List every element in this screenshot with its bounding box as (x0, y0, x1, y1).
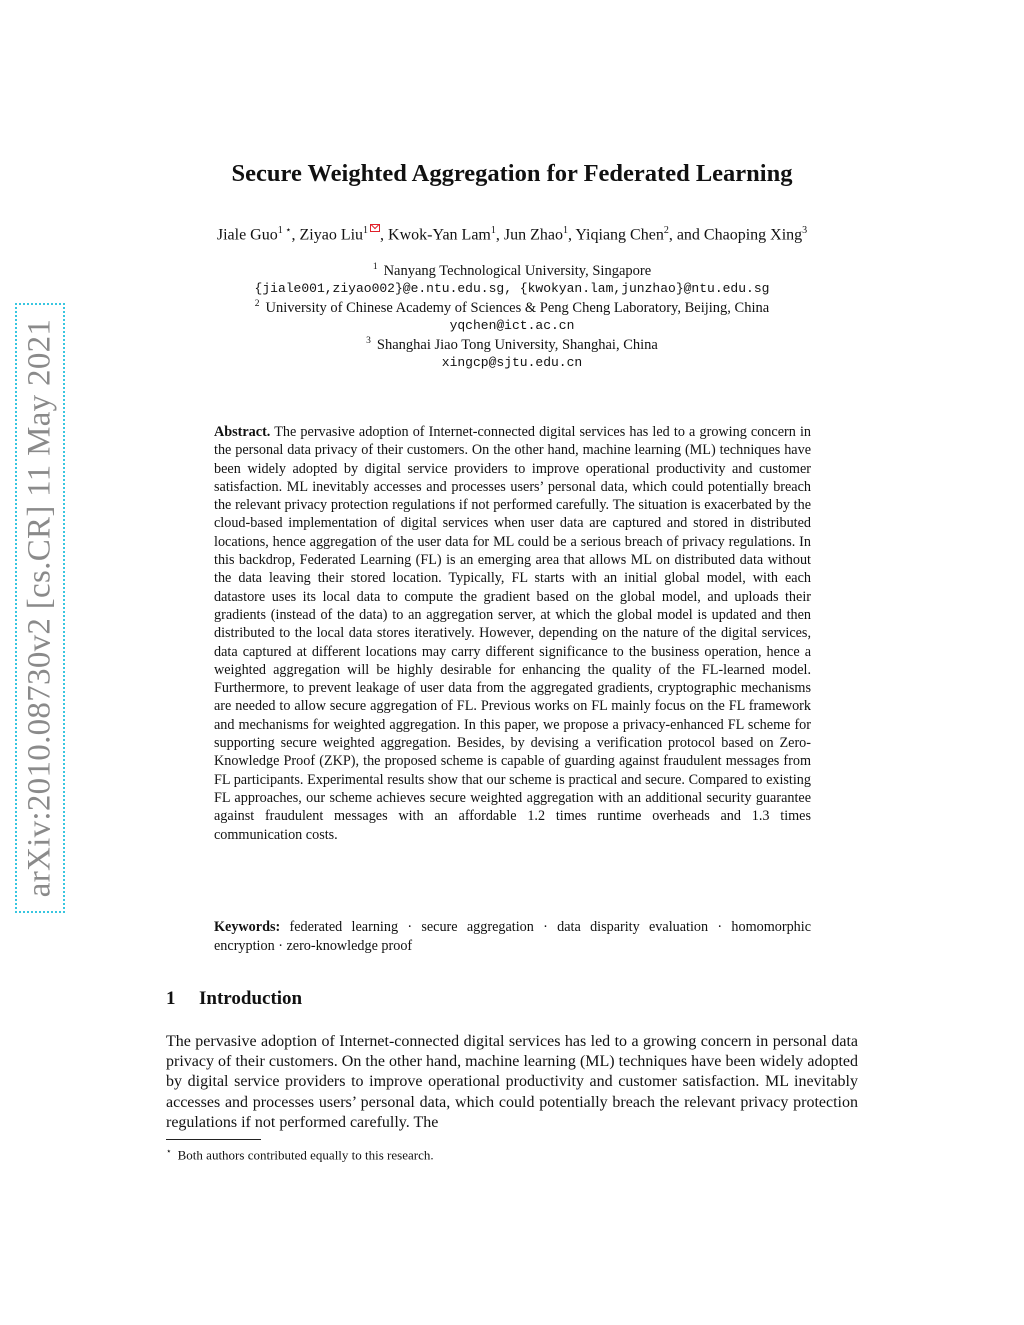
author-name: Kwok-Yan Lam (388, 226, 491, 244)
author-name: Jun Zhao (503, 226, 563, 244)
affiliation-name: Shanghai Jiao Tong University, Shanghai, China (376, 336, 658, 353)
author-affiliation-mark: 2 (663, 225, 669, 236)
abstract-label: Abstract. (214, 424, 271, 440)
author-affiliation-mark: 1 (490, 225, 496, 236)
arxiv-stamp (15, 303, 65, 913)
keywords-label: Keywords: (214, 919, 281, 935)
author-affiliation-mark: 3 (802, 225, 808, 236)
footnote-divider (166, 1139, 261, 1140)
paper-title: Secure Weighted Aggregation for Federated Learning (231, 160, 793, 187)
affiliation-2-email[interactable]: yqchen@ict.ac.cn (449, 318, 575, 333)
author-name: Jiale Guo (216, 226, 278, 244)
author-affiliation-mark: 1 (277, 225, 283, 236)
author-name: Chaoping Xing (703, 226, 803, 244)
keywords (214, 918, 811, 955)
affiliation-number: 1 (372, 262, 378, 272)
corresponding-author-envelope-icon[interactable] (370, 224, 380, 232)
affiliation-name: University of Chinese Academy of Sciences & Peng Cheng Laboratory, Beijing, China (265, 299, 770, 316)
affiliation-3-email[interactable]: xingcp@sjtu.edu.cn (441, 355, 583, 370)
footnote-text: Both authors contributed equally to this research. (177, 1147, 434, 1163)
author-separator: , (495, 226, 504, 244)
footnote-mark: ⋆ (166, 1146, 172, 1156)
author-name: Ziyao Liu (299, 226, 364, 244)
author-separator: , and (668, 226, 704, 244)
author-list (0, 225, 1024, 244)
footnote (166, 1146, 434, 1163)
section-number: 1 (166, 988, 176, 1009)
equal-contribution-mark: ⋆ (282, 225, 292, 236)
affiliation-1-emails[interactable]: {jiale001,ziyao002}@e.ntu.edu.sg, {kwokyan.lam,junzhao}@ntu.edu.sg (254, 281, 770, 296)
author-affiliation-mark: 1 (363, 225, 369, 236)
author-name: Yiqiang Chen (575, 226, 664, 244)
affiliation-number: 2 (254, 299, 260, 309)
arxiv-identifier: arXiv:2010.08730v2 [cs.CR] 11 May 2021 (21, 318, 58, 898)
abstract (214, 423, 811, 844)
affiliation-2 (0, 299, 1024, 317)
affiliation-name: Nanyang Technological University, Singapore (383, 262, 652, 279)
introduction-paragraph: The pervasive adoption of Internet-connected digital services has led to a growing concern in personal data privacy of their customers. On the other hand, machine learning (ML) techniques have been widely adopted by digital service providers to improve operational productivity and customer satisfaction. ML inevitably accesses and processes users’ personal data, which could potentially breach the relevant privacy protection regulations if not performed carefully. The (166, 1033, 858, 1131)
abstract-text: The pervasive adoption of Internet-connected digital services has led to a growing concern in the personal data privacy of their customers. On the other hand, machine learning (ML) techniques have been widely adopted by digital service providers to improve operational productivity and customer satisfaction. ML inevitably accesses and processes users’ personal data, which could potentially breach the relevant privacy protection regulations if not performed carefully. The situation is exacerbated by the cloud-based implementation of digital services when user data are captured and stored in distributed locations, hence aggregation of the user data for ML could be a serious breach of privacy regulations. In this backdrop, Federated Learning (FL) is an emerging area that allows ML on distributed data without the data leaving their stored location. Typically, FL starts with an initial global model, with each datastore uses its local data to compute the gradient based on the global model, and uploads their gradients (instead of the data) to an aggregation server, at which the global model is updated and then distributed to the local data stores iteratively. However, depending on the nature of the digital services, data captured at different locations may carry different significance to the business operation, hence a weighted aggregation will be highly desirable for enhancing the quality of the FL-learned model. Furthermore, to prevent leakage of user data from the aggregated gradients, cryptographic mechanisms are needed to allow secure aggregation of FL. Previous works on FL mainly focus on the FL framework and mechanisms for weighted aggregation. In this paper, we propose a privacy-enhanced FL scheme for supporting secure weighted aggregation. Besides, by devising a verification protocol based on Zero-Knowledge Proof (ZKP), the proposed scheme is capable of guarding against fraudulent messages from FL participants. Experimental results show that our scheme is practical and secure. Compared to existing FL approaches, our scheme achieves secure weighted aggregation with an additional security guarantee against fraudulent messages with an affordable 1.2 times runtime overheads and 1.3 times communication costs. (214, 424, 811, 843)
author-separator: , (380, 226, 389, 244)
author-separator: , (567, 226, 576, 244)
affiliation-number: 3 (366, 336, 371, 346)
section-title: Introduction (199, 988, 303, 1009)
keywords-text: federated learning · secure aggregation · data disparity evaluation · homomorphic encryption · zero-knowledge proof (214, 919, 812, 954)
affiliation-1 (0, 262, 1024, 280)
author-separator: , (291, 226, 300, 244)
affiliation-3 (0, 336, 1024, 354)
section-heading (166, 988, 302, 1010)
author-affiliation-mark: 1 (562, 225, 568, 236)
